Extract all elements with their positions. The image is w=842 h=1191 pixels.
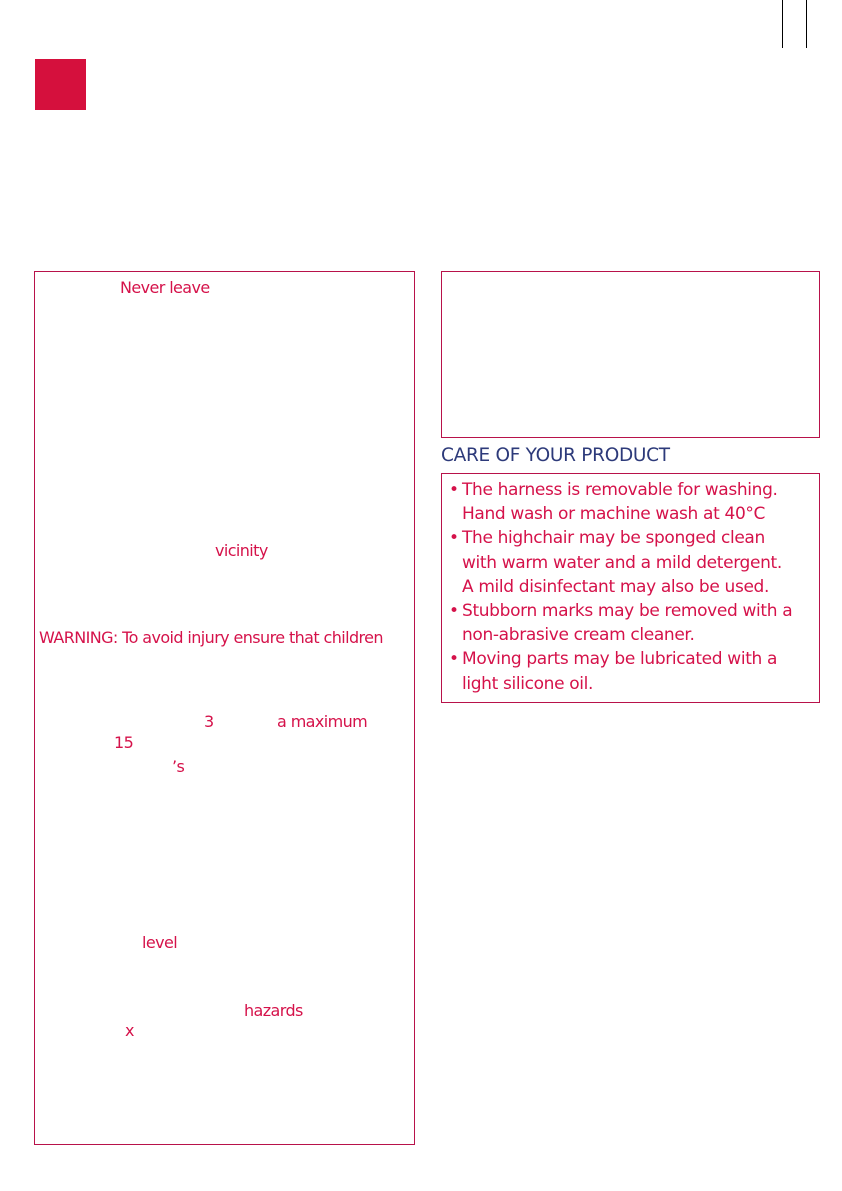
warning-fragment: vicinity: [215, 541, 268, 560]
warning-fragment: hazards: [244, 1001, 303, 1020]
warning-fragment: Never leave: [120, 278, 210, 297]
care-item-text: light silicone oil.: [462, 673, 594, 694]
warnings-box: [34, 271, 415, 1145]
crop-mark: [782, 0, 783, 48]
info-box: [441, 271, 820, 438]
care-list: [449, 478, 792, 696]
warning-fragment: 15: [114, 733, 134, 752]
bullet-icon: •: [449, 528, 459, 549]
bullet-icon: •: [449, 649, 459, 670]
care-item-text: A mild disinfectant may also be used.: [462, 576, 770, 597]
care-item-text: The harness is removable for washing.: [462, 480, 778, 500]
care-item-text: non-abrasive cream cleaner.: [462, 625, 695, 646]
care-item-text: Moving parts may be lubricated with a: [462, 649, 778, 670]
care-heading: CARE OF YOUR PRODUCT: [441, 445, 670, 466]
bullet-icon: •: [449, 601, 459, 622]
care-list-item: [449, 526, 792, 599]
care-list-item: [449, 647, 792, 695]
warning-statement: WARNING: To avoid injury ensure that children: [39, 628, 383, 647]
warning-fragment: x: [125, 1021, 134, 1040]
care-item-text: with warm water and a mild detergent.: [462, 552, 782, 573]
care-item-text: Hand wash or machine wash at 40°C: [462, 504, 766, 525]
care-item-text: Stubborn marks may be removed with a: [462, 601, 793, 622]
bullet-icon: •: [449, 480, 459, 500]
warning-fragment: level: [142, 933, 178, 952]
care-item-text: The highchair may be sponged clean: [462, 528, 765, 549]
crop-mark: [806, 0, 807, 48]
warning-fragment: a maximum: [277, 712, 368, 731]
care-list-item: [449, 478, 792, 526]
section-color-tab: [35, 59, 86, 110]
warning-fragment: ’s: [172, 757, 185, 776]
care-list-item: [449, 599, 792, 647]
warning-fragment: 3: [204, 712, 214, 731]
